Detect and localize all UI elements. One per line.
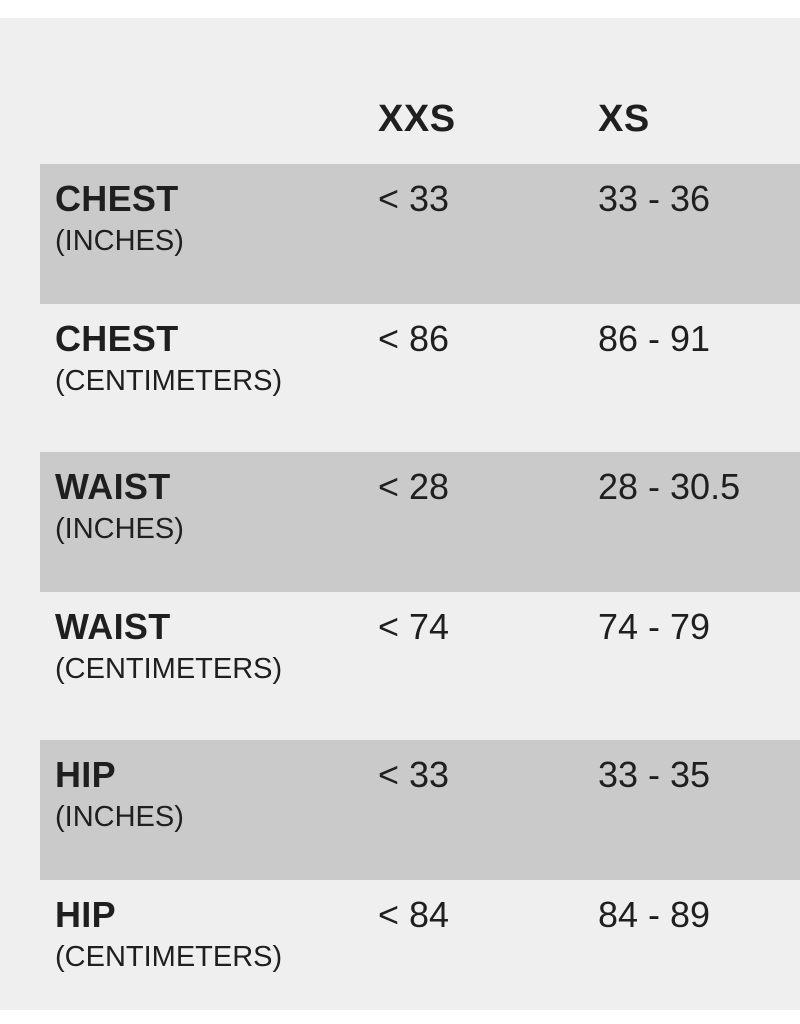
cell-hip-centimeters-xxs: < 84 xyxy=(378,894,450,935)
row-header-cell xyxy=(40,880,378,1010)
column-header-xs: XS xyxy=(598,98,650,140)
row-header-cell xyxy=(40,452,378,592)
cell-hip-centimeters-xs: 84 - 89 xyxy=(598,894,711,935)
row-header-cell xyxy=(40,164,378,304)
table-row-chest-inches xyxy=(40,164,800,304)
table-header-row xyxy=(40,18,800,164)
row-label: CHEST xyxy=(55,178,179,219)
cell-waist-inches-xxs: < 28 xyxy=(378,466,450,507)
row-unit: (INCHES) xyxy=(55,225,184,257)
row-header-cell xyxy=(40,740,378,880)
size-chart-sheet xyxy=(0,18,800,1010)
cell-hip-inches-xxs: < 33 xyxy=(378,754,450,795)
table-row-hip-centimeters xyxy=(40,880,800,1010)
cell-chest-centimeters-xxs: < 86 xyxy=(378,318,450,359)
cell-chest-centimeters-xs: 86 - 91 xyxy=(598,318,711,359)
row-header-cell xyxy=(40,304,378,452)
row-label: CHEST xyxy=(55,318,179,359)
row-unit: (CENTIMETERS) xyxy=(55,653,283,685)
column-header-xxs: XXS xyxy=(378,98,456,140)
row-label: WAIST xyxy=(55,466,171,507)
row-header-cell xyxy=(40,592,378,740)
header-spacer xyxy=(40,142,378,164)
row-label: HIP xyxy=(55,894,116,935)
row-unit: (CENTIMETERS) xyxy=(55,365,283,397)
cell-chest-inches-xs: 33 - 36 xyxy=(598,178,711,219)
row-unit: (CENTIMETERS) xyxy=(55,941,283,973)
row-label: WAIST xyxy=(55,606,171,647)
table-row-waist-inches xyxy=(40,452,800,592)
cell-chest-inches-xxs: < 33 xyxy=(378,178,450,219)
row-label: HIP xyxy=(55,754,116,795)
table-row-chest-centimeters xyxy=(40,304,800,452)
row-unit: (INCHES) xyxy=(55,513,184,545)
table-row-hip-inches xyxy=(40,740,800,880)
table-row-waist-centimeters xyxy=(40,592,800,740)
row-unit: (INCHES) xyxy=(55,801,184,833)
cell-waist-centimeters-xs: 74 - 79 xyxy=(598,606,711,647)
cell-waist-inches-xs: 28 - 30.5 xyxy=(598,466,741,507)
size-chart-table xyxy=(40,18,800,1010)
cell-waist-centimeters-xxs: < 74 xyxy=(378,606,450,647)
cell-hip-inches-xs: 33 - 35 xyxy=(598,754,711,795)
